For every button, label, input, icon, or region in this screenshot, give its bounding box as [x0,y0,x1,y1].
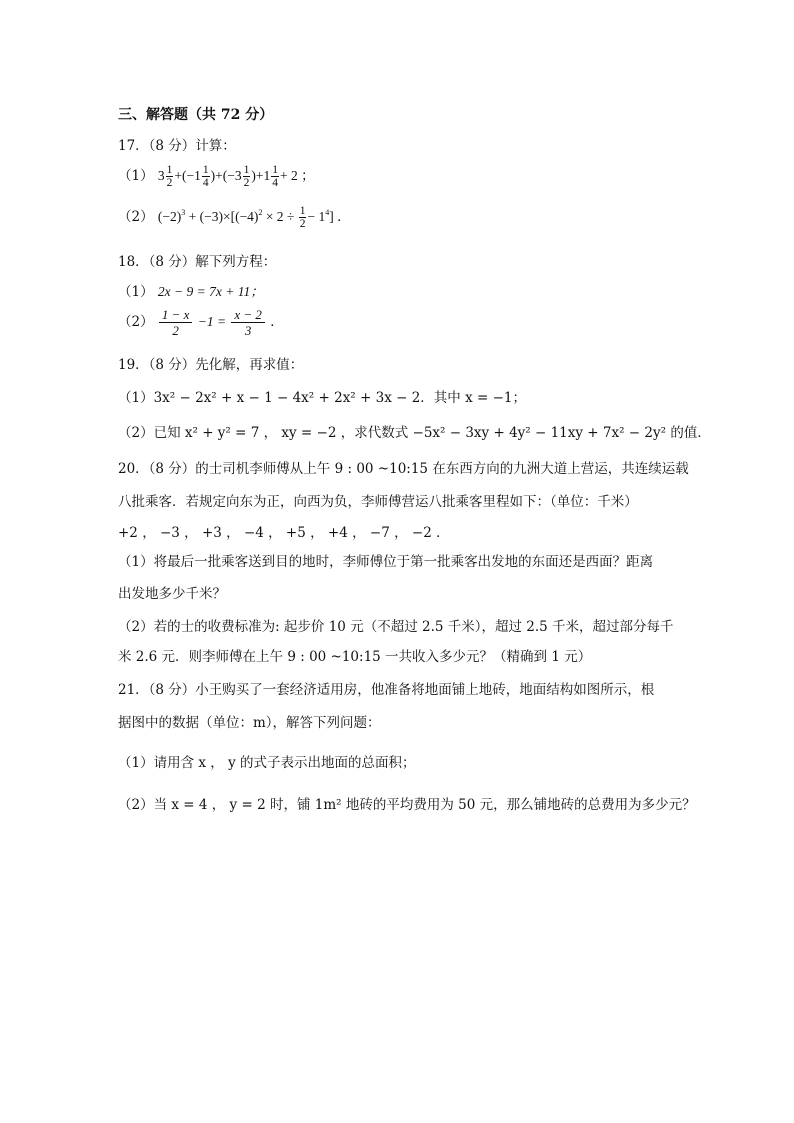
q20-part2-line1: （2）若的士的收费标准为: 起步价 10 元（不超过 2.5 千米），超过 2.5 千米，超过部分每千 [118,619,674,635]
q17-part1 [118,164,315,189]
q17-heading: 17．（8 分）计算： [118,138,236,154]
q20-part1-line1: （1）将最后一批乘客送到目的地时，李师傅位于第一批乘客出发地的东面还是西面？距离 [118,554,654,570]
q21-line2: 据图中的数据（单位：m），解答下列问题： [118,715,381,731]
q19-part1: （1）3x² − 2x² + x − 1 − 4x² + 2x² + 3x − 2．其中 x = −1； [118,390,526,406]
q18-part1-label: （1） [118,284,154,300]
q21-part1: （1）请用含 x ， y 的式子表示出地面的总面积； [118,755,416,771]
q17-part1-label: （1） [118,168,154,184]
q21-line1: 21．（8 分）小王购买了一套经济适用房，他准备将地面铺上地砖，地面结构如图所示，根 [118,682,655,698]
q21-part2: （2）当 x = 4 ， y = 2 时，铺 1m² 地砖的平均费用为 50 元，那么铺地砖的总费用为多少元？ [118,797,696,813]
q17-part2-label: （2） [118,209,154,225]
q17-part1-expr: 3 $\frac{1}{2}$ +(−1 $\frac{1}{4}$ )+(−3 $\frac{1}{2}$ )+1 $\frac{1}{4}$ + 2 ； [157,164,315,190]
q20-line2: 八批乘客．若规定向东为正，向西为负，李师傅营运八批乘客里程如下：（单位：千米） [118,494,638,510]
q18-part2-end: ． [270,314,284,330]
q20-line1: 20．（8 分）的士司机李师傅从上午 9 : 00 ~10:15 在东西方向的九洲大道上营运，共连续运载 [118,461,689,477]
q20-part2-line2: 米 2.6 元．则李师傅在上午 9 : 00 ~10:15 一共收入多少元？（精确到 1 元） [118,649,592,665]
q19-heading: 19．（8 分）先化解，再求值： [118,357,304,373]
q18-part2 [118,307,284,338]
q20-mileage-values: +2 ， −3 ， +3 ， −4 ， +5 ， +4 ， −7 ， −2 ． [118,525,450,541]
q17-part2-expr: $(-2)^3 + (-3)\times[(-4)^2 \times 2$ ÷ $\frac{1}{2}$ − $1^4$] ． [157,205,351,231]
q20-part1-line2: 出发地多少千米？ [118,586,226,602]
q17-part2 [118,205,351,230]
q18-frac1-den: 2 [172,323,179,338]
q18-frac2-num: x − 2 [231,307,265,323]
q18-part1 [118,280,264,300]
q19-part2: （2）已知 x² + y² = 7 ， xy = −2 ，求代数式 −5x² − 3xy + 4y² − 11xy + 7x² − 2y² 的值． [118,425,711,441]
q18-frac2-den: 3 [244,323,252,338]
section-title: 三、解答题（共 72 分） [118,107,274,123]
q18-part2-mid: −1 = [197,314,227,329]
q18-part2-label: （2） [118,314,154,330]
q18-frac1-num: 1 − x [159,307,193,323]
q18-heading: 18．（8 分）解下列方程： [118,254,277,270]
q18-part1-eq: 2x − 9 = 7x + 11； [157,284,264,299]
